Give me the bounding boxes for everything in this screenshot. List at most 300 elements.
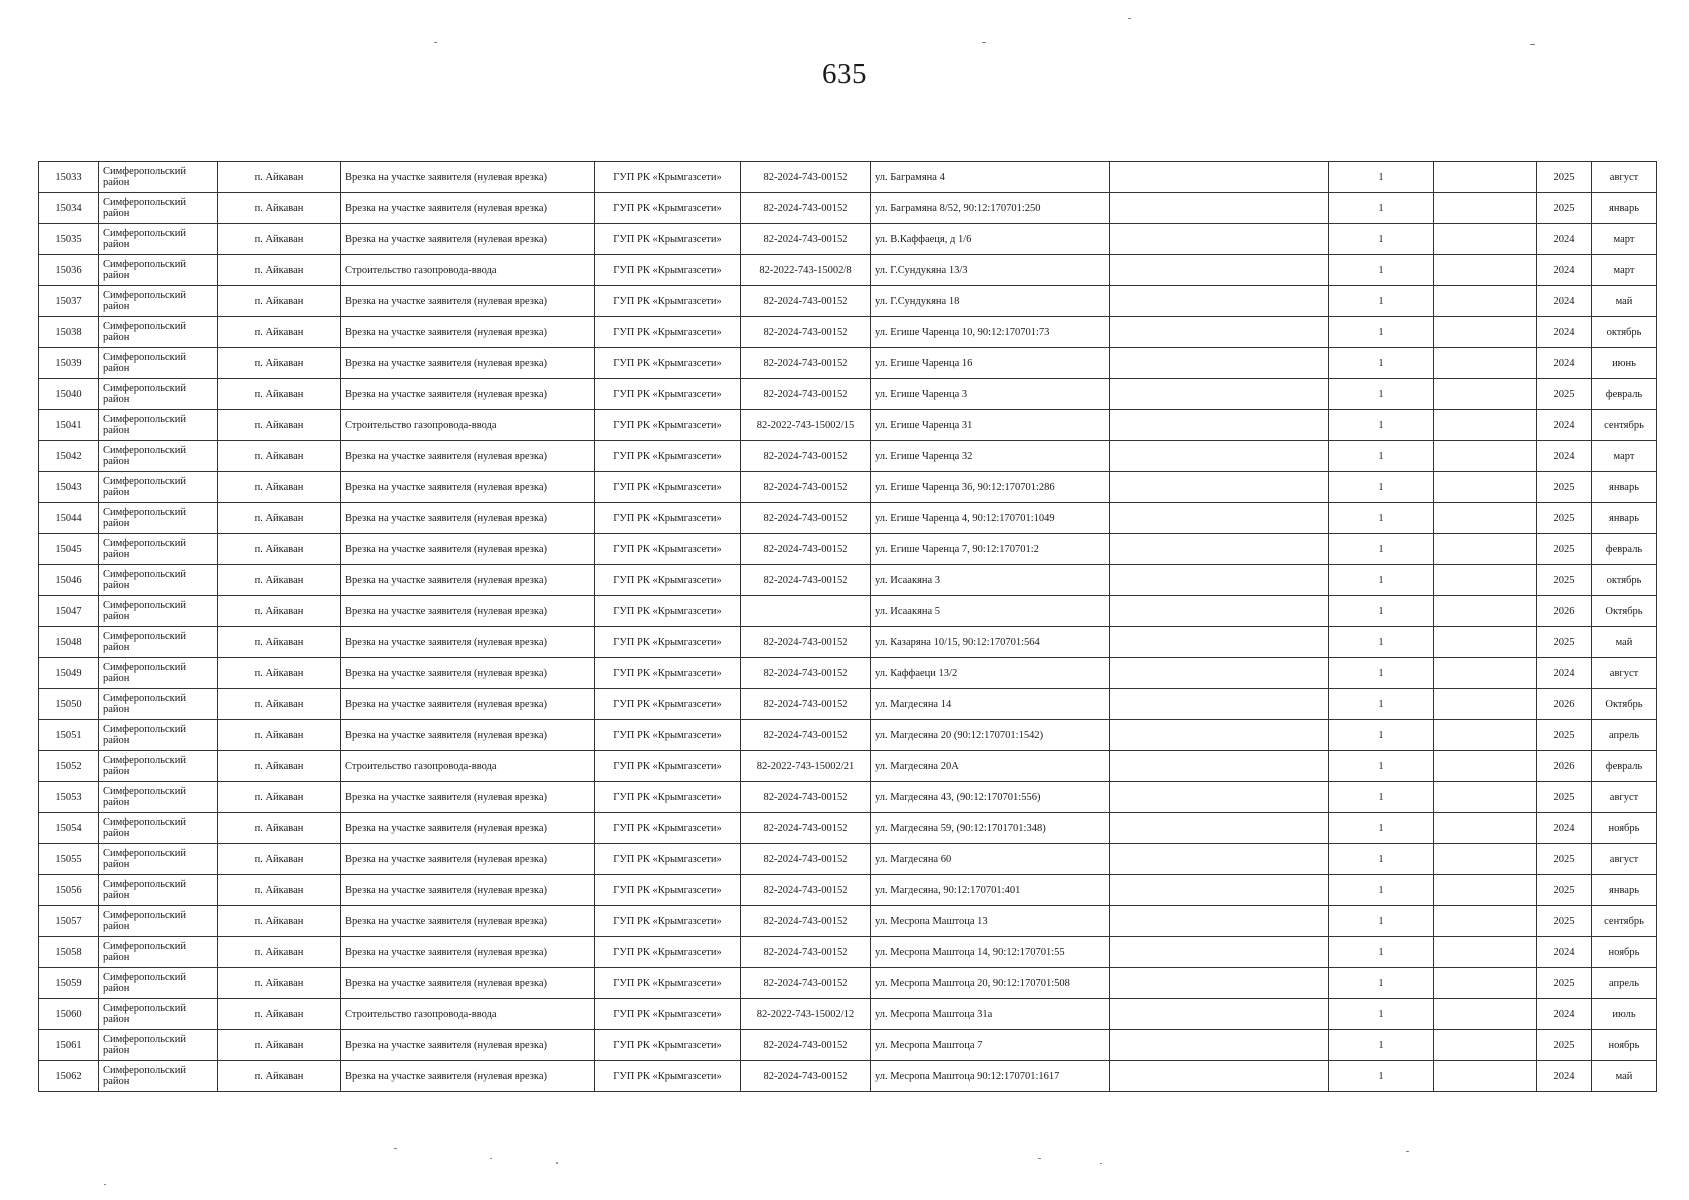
cell-locality: п. Айкаван: [218, 410, 341, 441]
cell-empty: [1434, 813, 1537, 844]
cell-work-type: Врезка на участке заявителя (нулевая врезка): [341, 348, 595, 379]
cell-empty: [1110, 875, 1329, 906]
cell-number: 15048: [39, 627, 99, 658]
cell-empty: [1110, 689, 1329, 720]
cell-empty: [1434, 472, 1537, 503]
cell-work-type: Врезка на участке заявителя (нулевая врезка): [341, 937, 595, 968]
cell-address: ул. Месропа Маштоца 90:12:170701:1617: [871, 1061, 1110, 1092]
cell-empty: [1434, 193, 1537, 224]
cell-month: август: [1592, 658, 1657, 689]
cell-month: ноябрь: [1592, 1030, 1657, 1061]
cell-district: Симферопольский район: [99, 720, 218, 751]
cell-quantity: 1: [1329, 906, 1434, 937]
cell-year: 2025: [1537, 782, 1592, 813]
cell-address: ул. Магдесяна 20А: [871, 751, 1110, 782]
cell-district: Симферопольский район: [99, 534, 218, 565]
cell-doc-number: 82-2024-743-00152: [741, 224, 871, 255]
cell-month: июль: [1592, 999, 1657, 1030]
cell-empty: [1110, 565, 1329, 596]
cell-locality: п. Айкаван: [218, 224, 341, 255]
cell-doc-number: 82-2024-743-00152: [741, 937, 871, 968]
cell-district: Симферопольский район: [99, 472, 218, 503]
cell-quantity: 1: [1329, 751, 1434, 782]
cell-district: Симферопольский район: [99, 286, 218, 317]
cell-district: Симферопольский район: [99, 193, 218, 224]
table-row: [39, 658, 1657, 689]
cell-address: ул. Егише Чаренца 16: [871, 348, 1110, 379]
cell-doc-number: [741, 596, 871, 627]
cell-locality: п. Айкаван: [218, 503, 341, 534]
cell-address: ул. Баграмяна 4: [871, 162, 1110, 193]
cell-organization: ГУП РК «Крымгазсети»: [595, 720, 741, 751]
cell-address: ул. Исаакяна 5: [871, 596, 1110, 627]
scan-speck: [394, 1148, 397, 1149]
cell-work-type: Врезка на участке заявителя (нулевая врезка): [341, 503, 595, 534]
cell-empty: [1110, 751, 1329, 782]
cell-address: ул. Егише Чаренца 31: [871, 410, 1110, 441]
scan-speck: [1038, 1158, 1041, 1159]
cell-doc-number: 82-2024-743-00152: [741, 317, 871, 348]
cell-locality: п. Айкаван: [218, 193, 341, 224]
cell-empty: [1110, 596, 1329, 627]
cell-year: 2025: [1537, 1030, 1592, 1061]
cell-empty: [1110, 162, 1329, 193]
cell-doc-number: 82-2024-743-00152: [741, 565, 871, 596]
cell-year: 2025: [1537, 472, 1592, 503]
cell-address: ул. Месропа Маштоца 14, 90:12:170701:55: [871, 937, 1110, 968]
cell-number: 15041: [39, 410, 99, 441]
cell-district: Симферопольский район: [99, 503, 218, 534]
cell-empty: [1434, 565, 1537, 596]
cell-month: октябрь: [1592, 565, 1657, 596]
cell-month: январь: [1592, 503, 1657, 534]
cell-month: август: [1592, 162, 1657, 193]
cell-organization: ГУП РК «Крымгазсети»: [595, 503, 741, 534]
cell-quantity: 1: [1329, 410, 1434, 441]
cell-empty: [1434, 875, 1537, 906]
cell-doc-number: 82-2024-743-00152: [741, 720, 871, 751]
cell-month: январь: [1592, 875, 1657, 906]
cell-quantity: 1: [1329, 224, 1434, 255]
cell-empty: [1434, 441, 1537, 472]
cell-year: 2024: [1537, 813, 1592, 844]
cell-year: 2024: [1537, 286, 1592, 317]
cell-year: 2024: [1537, 658, 1592, 689]
cell-year: 2025: [1537, 162, 1592, 193]
cell-number: 15062: [39, 1061, 99, 1092]
cell-doc-number: 82-2024-743-00152: [741, 472, 871, 503]
cell-doc-number: 82-2024-743-00152: [741, 968, 871, 999]
cell-organization: ГУП РК «Крымгазсети»: [595, 255, 741, 286]
cell-work-type: Врезка на участке заявителя (нулевая врезка): [341, 534, 595, 565]
cell-empty: [1110, 813, 1329, 844]
cell-address: ул. Месропа Маштоца 7: [871, 1030, 1110, 1061]
cell-month: Октябрь: [1592, 596, 1657, 627]
cell-organization: ГУП РК «Крымгазсети»: [595, 317, 741, 348]
cell-month: апрель: [1592, 968, 1657, 999]
cell-district: Симферопольский район: [99, 782, 218, 813]
cell-quantity: 1: [1329, 565, 1434, 596]
cell-work-type: Врезка на участке заявителя (нулевая врезка): [341, 193, 595, 224]
cell-empty: [1434, 906, 1537, 937]
cell-month: август: [1592, 844, 1657, 875]
cell-address: ул. Исаакяна 3: [871, 565, 1110, 596]
cell-year: 2024: [1537, 224, 1592, 255]
cell-address: ул. Егише Чаренца 4, 90:12:170701:1049: [871, 503, 1110, 534]
cell-doc-number: 82-2024-743-00152: [741, 782, 871, 813]
cell-number: 15060: [39, 999, 99, 1030]
cell-doc-number: 82-2024-743-00152: [741, 875, 871, 906]
cell-empty: [1110, 1061, 1329, 1092]
cell-locality: п. Айкаван: [218, 751, 341, 782]
cell-quantity: 1: [1329, 441, 1434, 472]
cell-address: ул. Егише Чаренца 32: [871, 441, 1110, 472]
cell-district: Симферопольский район: [99, 906, 218, 937]
cell-organization: ГУП РК «Крымгазсети»: [595, 875, 741, 906]
cell-quantity: 1: [1329, 596, 1434, 627]
cell-organization: ГУП РК «Крымгазсети»: [595, 782, 741, 813]
cell-address: ул. Г.Сундукяна 18: [871, 286, 1110, 317]
cell-organization: ГУП РК «Крымгазсети»: [595, 1030, 741, 1061]
cell-district: Симферопольский район: [99, 348, 218, 379]
cell-locality: п. Айкаван: [218, 627, 341, 658]
cell-locality: п. Айкаван: [218, 813, 341, 844]
cell-quantity: 1: [1329, 472, 1434, 503]
cell-organization: ГУП РК «Крымгазсети»: [595, 379, 741, 410]
cell-empty: [1434, 317, 1537, 348]
cell-empty: [1110, 286, 1329, 317]
cell-empty: [1110, 472, 1329, 503]
cell-empty: [1110, 348, 1329, 379]
cell-work-type: Врезка на участке заявителя (нулевая врезка): [341, 565, 595, 596]
cell-empty: [1110, 844, 1329, 875]
cell-month: сентябрь: [1592, 410, 1657, 441]
cell-quantity: 1: [1329, 968, 1434, 999]
cell-locality: п. Айкаван: [218, 162, 341, 193]
cell-address: ул. Каффаеци 13/2: [871, 658, 1110, 689]
cell-work-type: Строительство газопровода-ввода: [341, 751, 595, 782]
cell-district: Симферопольский район: [99, 1030, 218, 1061]
cell-district: Симферопольский район: [99, 751, 218, 782]
cell-address: ул. Магдесяна 59, (90:12:1701701:348): [871, 813, 1110, 844]
cell-number: 15042: [39, 441, 99, 472]
cell-number: 15061: [39, 1030, 99, 1061]
table-row: [39, 317, 1657, 348]
cell-work-type: Врезка на участке заявителя (нулевая врезка): [341, 627, 595, 658]
table-row: [39, 782, 1657, 813]
cell-quantity: 1: [1329, 162, 1434, 193]
cell-empty: [1110, 906, 1329, 937]
cell-district: Симферопольский район: [99, 565, 218, 596]
cell-locality: п. Айкаван: [218, 255, 341, 286]
cell-number: 15039: [39, 348, 99, 379]
cell-year: 2024: [1537, 937, 1592, 968]
cell-doc-number: 82-2024-743-00152: [741, 503, 871, 534]
table-row: [39, 162, 1657, 193]
cell-year: 2024: [1537, 348, 1592, 379]
cell-month: февраль: [1592, 751, 1657, 782]
cell-address: ул. Егише Чаренца 10, 90:12:170701:73: [871, 317, 1110, 348]
cell-district: Симферопольский район: [99, 255, 218, 286]
cell-doc-number: 82-2022-743-15002/21: [741, 751, 871, 782]
table-row: [39, 255, 1657, 286]
cell-empty: [1110, 782, 1329, 813]
cell-quantity: 1: [1329, 379, 1434, 410]
cell-empty: [1434, 627, 1537, 658]
cell-locality: п. Айкаван: [218, 844, 341, 875]
table-row: [39, 503, 1657, 534]
cell-month: май: [1592, 1061, 1657, 1092]
cell-year: 2025: [1537, 193, 1592, 224]
cell-address: ул. Егише Чаренца 3: [871, 379, 1110, 410]
cell-number: 15040: [39, 379, 99, 410]
cell-locality: п. Айкаван: [218, 348, 341, 379]
table-row: [39, 565, 1657, 596]
table-row: [39, 441, 1657, 472]
cell-organization: ГУП РК «Крымгазсети»: [595, 937, 741, 968]
table-row: [39, 1061, 1657, 1092]
table-row: [39, 193, 1657, 224]
cell-year: 2025: [1537, 503, 1592, 534]
cell-doc-number: 82-2024-743-00152: [741, 348, 871, 379]
cell-empty: [1434, 999, 1537, 1030]
table-row: [39, 844, 1657, 875]
cell-quantity: 1: [1329, 286, 1434, 317]
cell-locality: п. Айкаван: [218, 565, 341, 596]
cell-year: 2024: [1537, 441, 1592, 472]
cell-locality: п. Айкаван: [218, 658, 341, 689]
cell-empty: [1110, 999, 1329, 1030]
table-row: [39, 596, 1657, 627]
scan-speck: [434, 42, 437, 43]
cell-empty: [1434, 844, 1537, 875]
registry-table: [38, 161, 1657, 1092]
cell-quantity: 1: [1329, 658, 1434, 689]
cell-work-type: Врезка на участке заявителя (нулевая врезка): [341, 658, 595, 689]
cell-number: 15047: [39, 596, 99, 627]
cell-locality: п. Айкаван: [218, 379, 341, 410]
cell-organization: ГУП РК «Крымгазсети»: [595, 596, 741, 627]
cell-empty: [1434, 782, 1537, 813]
cell-month: июнь: [1592, 348, 1657, 379]
page-number: 635: [822, 58, 867, 90]
cell-quantity: 1: [1329, 503, 1434, 534]
cell-address: ул. Магдесяна, 90:12:170701:401: [871, 875, 1110, 906]
cell-doc-number: 82-2024-743-00152: [741, 534, 871, 565]
cell-organization: ГУП РК «Крымгазсети»: [595, 286, 741, 317]
cell-organization: ГУП РК «Крымгазсети»: [595, 441, 741, 472]
cell-month: август: [1592, 782, 1657, 813]
cell-locality: п. Айкаван: [218, 968, 341, 999]
cell-address: ул. Егише Чаренца 36, 90:12:170701:286: [871, 472, 1110, 503]
cell-district: Симферопольский район: [99, 937, 218, 968]
cell-work-type: Врезка на участке заявителя (нулевая врезка): [341, 782, 595, 813]
cell-doc-number: 82-2024-743-00152: [741, 1030, 871, 1061]
table-row: [39, 999, 1657, 1030]
cell-work-type: Врезка на участке заявителя (нулевая врезка): [341, 1061, 595, 1092]
cell-year: 2026: [1537, 689, 1592, 720]
cell-quantity: 1: [1329, 875, 1434, 906]
cell-year: 2024: [1537, 999, 1592, 1030]
cell-month: Октябрь: [1592, 689, 1657, 720]
cell-year: 2024: [1537, 1061, 1592, 1092]
cell-year: 2024: [1537, 255, 1592, 286]
cell-locality: п. Айкаван: [218, 1061, 341, 1092]
cell-empty: [1434, 534, 1537, 565]
cell-month: февраль: [1592, 534, 1657, 565]
cell-organization: ГУП РК «Крымгазсети»: [595, 1061, 741, 1092]
cell-locality: п. Айкаван: [218, 472, 341, 503]
cell-work-type: Врезка на участке заявителя (нулевая врезка): [341, 162, 595, 193]
cell-number: 15036: [39, 255, 99, 286]
cell-empty: [1110, 968, 1329, 999]
scan-speck: [1100, 1163, 1102, 1164]
cell-empty: [1110, 441, 1329, 472]
cell-number: 15059: [39, 968, 99, 999]
cell-year: 2025: [1537, 379, 1592, 410]
cell-year: 2026: [1537, 596, 1592, 627]
cell-district: Симферопольский район: [99, 658, 218, 689]
cell-empty: [1110, 255, 1329, 286]
cell-address: ул. Месропа Маштоца 13: [871, 906, 1110, 937]
cell-organization: ГУП РК «Крымгазсети»: [595, 224, 741, 255]
cell-doc-number: 82-2022-743-15002/15: [741, 410, 871, 441]
cell-address: ул. Магдесяна 60: [871, 844, 1110, 875]
cell-year: 2024: [1537, 317, 1592, 348]
cell-quantity: 1: [1329, 193, 1434, 224]
cell-locality: п. Айкаван: [218, 441, 341, 472]
cell-number: 15038: [39, 317, 99, 348]
cell-empty: [1110, 937, 1329, 968]
cell-month: май: [1592, 286, 1657, 317]
cell-number: 15037: [39, 286, 99, 317]
cell-work-type: Врезка на участке заявителя (нулевая врезка): [341, 441, 595, 472]
cell-empty: [1110, 627, 1329, 658]
cell-empty: [1434, 286, 1537, 317]
cell-quantity: 1: [1329, 255, 1434, 286]
cell-locality: п. Айкаван: [218, 317, 341, 348]
cell-address: ул. В.Каффаеця, д 1/6: [871, 224, 1110, 255]
cell-number: 15044: [39, 503, 99, 534]
cell-district: Симферопольский район: [99, 410, 218, 441]
cell-locality: п. Айкаван: [218, 999, 341, 1030]
cell-address: ул. Магдесяна 20 (90:12:170701:1542): [871, 720, 1110, 751]
cell-work-type: Врезка на участке заявителя (нулевая врезка): [341, 813, 595, 844]
cell-year: 2025: [1537, 968, 1592, 999]
scan-speck: [556, 1162, 558, 1164]
cell-organization: ГУП РК «Крымгазсети»: [595, 999, 741, 1030]
cell-empty: [1434, 658, 1537, 689]
cell-empty: [1434, 1030, 1537, 1061]
cell-district: Симферопольский район: [99, 813, 218, 844]
cell-address: ул. Месропа Маштоца 20, 90:12:170701:508: [871, 968, 1110, 999]
cell-empty: [1434, 162, 1537, 193]
table-row: [39, 472, 1657, 503]
cell-month: январь: [1592, 472, 1657, 503]
scan-speck: [1128, 18, 1131, 19]
cell-work-type: Врезка на участке заявителя (нулевая врезка): [341, 875, 595, 906]
table-row: [39, 875, 1657, 906]
cell-doc-number: 82-2022-743-15002/8: [741, 255, 871, 286]
cell-quantity: 1: [1329, 348, 1434, 379]
cell-work-type: Врезка на участке заявителя (нулевая врезка): [341, 379, 595, 410]
cell-number: 15057: [39, 906, 99, 937]
cell-doc-number: 82-2024-743-00152: [741, 193, 871, 224]
scan-speck: [982, 42, 986, 43]
cell-number: 15051: [39, 720, 99, 751]
cell-empty: [1434, 1061, 1537, 1092]
cell-empty: [1110, 193, 1329, 224]
cell-organization: ГУП РК «Крымгазсети»: [595, 348, 741, 379]
cell-month: апрель: [1592, 720, 1657, 751]
cell-doc-number: 82-2024-743-00152: [741, 844, 871, 875]
cell-organization: ГУП РК «Крымгазсети»: [595, 565, 741, 596]
table-row: [39, 906, 1657, 937]
cell-empty: [1434, 689, 1537, 720]
cell-quantity: 1: [1329, 813, 1434, 844]
cell-number: 15055: [39, 844, 99, 875]
cell-number: 15053: [39, 782, 99, 813]
cell-locality: п. Айкаван: [218, 906, 341, 937]
cell-empty: [1434, 968, 1537, 999]
cell-quantity: 1: [1329, 937, 1434, 968]
cell-empty: [1434, 596, 1537, 627]
cell-number: 15054: [39, 813, 99, 844]
cell-empty: [1434, 348, 1537, 379]
cell-organization: ГУП РК «Крымгазсети»: [595, 844, 741, 875]
cell-district: Симферопольский район: [99, 689, 218, 720]
cell-organization: ГУП РК «Крымгазсети»: [595, 813, 741, 844]
cell-work-type: Строительство газопровода-ввода: [341, 255, 595, 286]
cell-doc-number: 82-2024-743-00152: [741, 658, 871, 689]
table-row: [39, 224, 1657, 255]
cell-empty: [1110, 1030, 1329, 1061]
cell-month: март: [1592, 441, 1657, 472]
cell-work-type: Врезка на участке заявителя (нулевая врезка): [341, 317, 595, 348]
cell-district: Симферопольский район: [99, 999, 218, 1030]
cell-empty: [1434, 224, 1537, 255]
table-row: [39, 379, 1657, 410]
cell-quantity: 1: [1329, 689, 1434, 720]
cell-year: 2025: [1537, 906, 1592, 937]
cell-year: 2025: [1537, 844, 1592, 875]
table-row: [39, 813, 1657, 844]
cell-month: ноябрь: [1592, 813, 1657, 844]
cell-empty: [1110, 224, 1329, 255]
cell-empty: [1110, 410, 1329, 441]
cell-quantity: 1: [1329, 999, 1434, 1030]
cell-work-type: Врезка на участке заявителя (нулевая врезка): [341, 224, 595, 255]
cell-organization: ГУП РК «Крымгазсети»: [595, 689, 741, 720]
cell-address: ул. Магдесяна 43, (90:12:170701:556): [871, 782, 1110, 813]
cell-work-type: Врезка на участке заявителя (нулевая врезка): [341, 689, 595, 720]
cell-year: 2026: [1537, 751, 1592, 782]
cell-locality: п. Айкаван: [218, 534, 341, 565]
cell-doc-number: 82-2024-743-00152: [741, 689, 871, 720]
cell-year: 2025: [1537, 875, 1592, 906]
cell-doc-number: 82-2024-743-00152: [741, 379, 871, 410]
table-row: [39, 627, 1657, 658]
cell-work-type: Врезка на участке заявителя (нулевая врезка): [341, 844, 595, 875]
cell-doc-number: 82-2024-743-00152: [741, 441, 871, 472]
cell-year: 2024: [1537, 410, 1592, 441]
cell-district: Симферопольский район: [99, 968, 218, 999]
cell-organization: ГУП РК «Крымгазсети»: [595, 410, 741, 441]
table-row: [39, 937, 1657, 968]
cell-address: ул. Егише Чаренца 7, 90:12:170701:2: [871, 534, 1110, 565]
cell-work-type: Врезка на участке заявителя (нулевая врезка): [341, 906, 595, 937]
cell-quantity: 1: [1329, 1030, 1434, 1061]
